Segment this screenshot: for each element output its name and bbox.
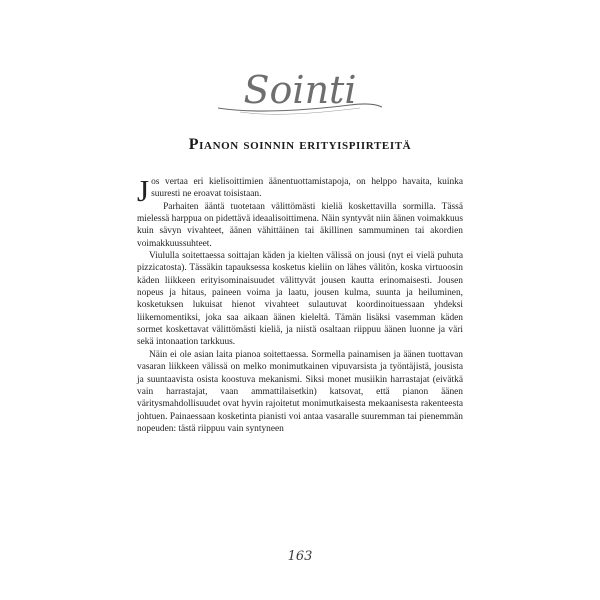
page-number: 163 [287, 549, 313, 564]
drop-cap: J [137, 173, 150, 208]
chapter-title [200, 62, 400, 122]
body-text [137, 173, 463, 435]
paragraph-2: Parhaiten ääntä tuotetaan välittömästi kieliä koskettavilla sormilla. Tässä mielessä harppua on pidettävä ideaalisoittimena. Näin syntyvät niin äänen voimakkuus kuin sävyn vivahteet, äänen vähittäinen tai äkillinen sammuminen tai akordien voimakkuussuhteet. [137, 201, 463, 249]
paragraph-3: Viululla soitettaessa soittajan käden ja kielten välissä on jousi (nyt ei vielä puhuta pizzicatosta). Tässäkin tapauksessa kosketus kieliin on lähes välitön, koska virtuoosin käden liikkeen erityisominaisuudet välittyvät jousen kautta erinomaisesti. Jousen nopeus ja hitaus, paineen voima ja laatu, jousen kulma, suunta ja heiluminen, kosketuksen lukuisat hienot vivahteet sulautuvat koordinoituessaan yhdeksi liikemomentiksi, joka saa aikaan äänen kieleltä. Tämän lisäksi vasemman käden sormet koskettavat välittömästi kieliä, ja niistä osaltaan riippuu äänen luonne ja väri sekä intonaation tarkkuus. [137, 251, 463, 348]
paragraph-4: Näin ei ole asian laita pianoa soitettaessa. Sormella painamisen ja äänen tuottavan vasaran liikkeen välissä on melko monimutkainen vipuvarsista ja työntäjistä, jousista ja suuntaavista osista koostuva mekanismi. Siksi monet musiikin harrastajat (eivätkä vain harrastajat, vaan ammattilaisetkin) katsovat, että pianon äänen väritysmahdollisuudet ovat hyvin rajoitetut monimutkaisesta mekaanisesta rakenteesta johtuen. Painaessaan kosketinta pianisti voi antaa vasaralle suuremman tai pienemmän nopeuden: tästä riippuu vain syntyneen [137, 349, 463, 434]
section-title: Pianon soinnin erityispiirteitä [188, 136, 412, 153]
chapter-title-text: Sointi [243, 68, 357, 112]
paragraph-1 [137, 173, 463, 208]
chapter-title-script [200, 62, 400, 122]
paragraph-1-text: os vertaa eri kielisoittimien äänentuottamistapoja, on helppo havaita, kuinka suuresti ne eroavat toisistaan. [151, 177, 463, 200]
